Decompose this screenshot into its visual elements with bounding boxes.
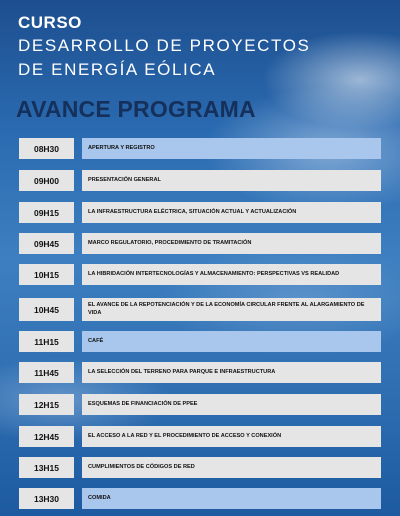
- program-heading: AVANCE PROGRAMA: [16, 96, 256, 122]
- agenda-time: 09H00: [19, 170, 74, 191]
- agenda-session: APERTURA Y REGISTRO: [82, 138, 381, 159]
- agenda-row: [19, 264, 381, 285]
- course-header: [18, 12, 311, 82]
- course-title-line-2: DE ENERGÍA EÓLICA: [18, 60, 217, 79]
- agenda-time: 09H15: [19, 202, 74, 223]
- agenda-time: 11H15: [19, 331, 74, 352]
- agenda-row: [19, 331, 381, 352]
- agenda-row: [19, 457, 381, 478]
- agenda-time: 09H45: [19, 233, 74, 254]
- agenda-time: 12H45: [19, 426, 74, 447]
- agenda-row: [19, 488, 381, 509]
- agenda-session: CAFÉ: [82, 331, 381, 352]
- agenda-time: 13H15: [19, 457, 74, 478]
- agenda-session: PRESENTACIÓN GENERAL: [82, 170, 381, 191]
- agenda-time: 10H15: [19, 264, 74, 285]
- course-kicker: CURSO: [18, 13, 82, 32]
- agenda-session: EL ACCESO A LA RED Y EL PROCEDIMIENTO DE ACCESO Y CONEXIÓN: [82, 426, 381, 447]
- course-title-line-1: DESARROLLO DE PROYECTOS: [18, 36, 311, 55]
- agenda-row: [19, 394, 381, 415]
- agenda-time: 08H30: [19, 138, 74, 159]
- agenda-session: EL AVANCE DE LA REPOTENCIACIÓN Y DE LA ECONOMÍA CIRCULAR FRENTE AL ALARGAMIENTO DE VIDA: [82, 298, 381, 321]
- agenda-session: LA SELECCIÓN DEL TERRENO PARA PARQUE E INFRAESTRUCTURA: [82, 362, 381, 383]
- agenda-time: 12H15: [19, 394, 74, 415]
- agenda-row: [19, 170, 381, 191]
- agenda-session: CUMPLIMIENTOS DE CÓDIGOS DE RED: [82, 457, 381, 478]
- agenda-session: LA HIBRIDACIÓN INTERTECNOLOGÍAS Y ALMACENAMIENTO: PERSPECTIVAS VS REALIDAD: [82, 264, 381, 285]
- agenda-session: MARCO REGULATORIO, PROCEDIMIENTO DE TRAMITACIÓN: [82, 233, 381, 254]
- agenda-row: [19, 202, 381, 223]
- agenda-row: [19, 426, 381, 447]
- agenda-session: ESQUEMAS DE FINANCIACIÓN DE PPEE: [82, 394, 381, 415]
- agenda-row: [19, 298, 381, 321]
- agenda-time: 11H45: [19, 362, 74, 383]
- agenda-session: LA INFRAESTRUCTURA ELÉCTRICA, SITUACIÓN ACTUAL Y ACTUALIZACIÓN: [82, 202, 381, 223]
- agenda-row: [19, 362, 381, 383]
- agenda-session: COMIDA: [82, 488, 381, 509]
- agenda-row: [19, 233, 381, 254]
- agenda-time: 13H30: [19, 488, 74, 509]
- agenda-row: [19, 138, 381, 159]
- agenda-time: 10H45: [19, 298, 74, 321]
